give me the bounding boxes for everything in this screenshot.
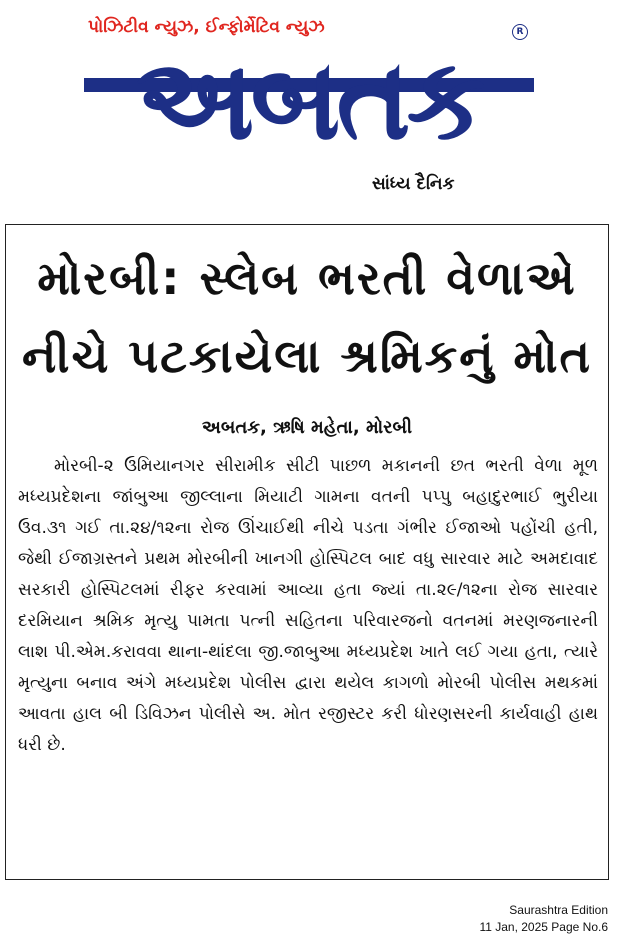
article	[5, 224, 609, 880]
masthead	[0, 0, 618, 210]
masthead-subtitle: સાંધ્ય દૈનિક	[372, 174, 455, 194]
newspaper-logo	[84, 36, 534, 176]
registered-trademark-icon: R	[512, 24, 528, 40]
edition-date-page: 11 Jan, 2025 Page No.6	[479, 920, 608, 934]
edition-name: Saurashtra Edition	[509, 903, 608, 917]
logo-text: અબતક	[136, 35, 482, 165]
edition-info	[479, 902, 608, 936]
article-headline	[6, 239, 608, 395]
headline-line-1: મોરબી: સ્લેબ ભરતી વેળાએ	[37, 251, 577, 305]
masthead-tagline: પોઝિટીવ ન્યુઝ, ઈન્ફોર્મેટિવ ન્યુઝ	[88, 17, 325, 37]
article-body: મોરબી-૨ ઉમિયાનગર સીરામીક સીટી પાછળ મકાનની છત ભરતી વેળા મૂળ મધ્યપ્રદેશના જાંબુઆ જીલ્લાના મિયાટી ગામના વતની પપ્પુ બહાદુરભાઈ ભુરીયા ઉવ.૩૧ ગઈ તા.૨૪/૧૨ના રોજ ઊંચાઈથી નીચે પડતા ગંભીર ઈજાઓ પહોંચી હતી, જેથી ઈજાગ્રસ્તને પ્રથમ મોરબીની ખાનગી હોસ્પિટલ બાદ વધુ સારવાર માટે અમદાવાદ સરકારી હોસ્પિટલમાં રીફર કરવામાં આવ્યા હતા જ્યાં તા.૨૯/૧૨ના રોજ સારવાર દરમિયાન શ્રમિક મૃત્યુ પામતા પત્ની સહિતના પરિવારજનો વતનમાં મરણજનારની લાશ પી.એમ.કરાવવા થાના-થાંદલા જી.જાબુઆ મધ્યપ્રદેશ ખાતે લઈ ગયા હતા, ત્યારે મૃત્યુના બનાવ અંગે મધ્યપ્રદેશ પોલીસ દ્વારા થયેલ કાગળો મોરબી પોલીસ મથકમાં આવતા હાલ બી ડિવિઝન પોલીસે અ. મોત રજીસ્ટર કરી ધોરણસરની કાર્યવાહી હાથ ધરી છે.	[18, 456, 598, 755]
article-byline: અબતક, ઋષિ મહેતા, મોરબી	[201, 417, 413, 438]
headline-line-2: નીચે પટકાયેલા શ્રમિકનું મોત	[22, 329, 592, 383]
